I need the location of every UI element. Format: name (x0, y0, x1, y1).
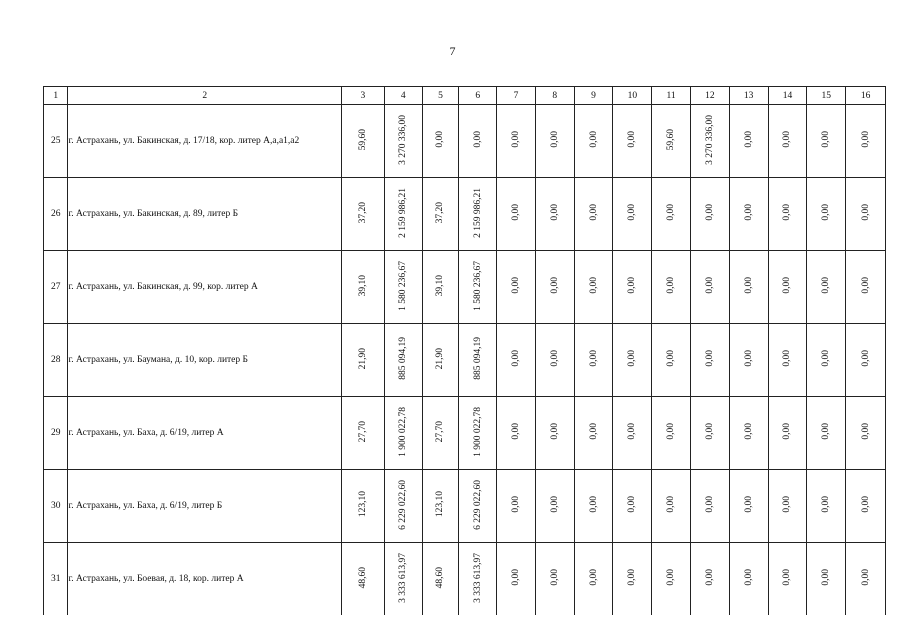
value-text: 0,00 (510, 204, 521, 221)
value-text: 0,00 (627, 131, 638, 148)
value-cell (729, 178, 768, 251)
value-text: 0,00 (510, 277, 521, 294)
value-text: 0,00 (435, 131, 446, 148)
value-text: 0,00 (743, 496, 754, 513)
value-cell (691, 178, 730, 251)
value-text: 21,90 (357, 347, 368, 370)
value-cell (613, 178, 652, 251)
value-cell (384, 543, 422, 616)
value-text: 21,90 (435, 347, 446, 370)
value-text: 0,00 (666, 423, 677, 440)
value-text: 0,00 (743, 204, 754, 221)
value-text: 0,00 (782, 423, 793, 440)
value-cell (459, 470, 497, 543)
row-number: 29 (44, 397, 68, 470)
column-header-1: 1 (44, 87, 68, 105)
address-cell: г. Астрахань, ул. Баха, д. 6/19, литер Б (68, 470, 342, 543)
value-cell (342, 543, 385, 616)
value-cell (497, 324, 536, 397)
value-text: 1 580 236,67 (472, 260, 483, 311)
value-cell (846, 251, 886, 324)
value-cell (691, 105, 730, 178)
table-row (44, 470, 886, 543)
value-text: 0,00 (704, 569, 715, 586)
value-text: 0,00 (588, 131, 599, 148)
value-cell (807, 178, 846, 251)
value-cell (342, 105, 385, 178)
value-text: 0,00 (510, 131, 521, 148)
value-text: 0,00 (743, 569, 754, 586)
value-cell (535, 251, 574, 324)
value-text: 0,00 (588, 350, 599, 367)
value-text: 59,60 (357, 128, 368, 151)
value-cell (613, 324, 652, 397)
value-cell (729, 543, 768, 616)
value-text: 0,00 (743, 350, 754, 367)
value-cell (497, 397, 536, 470)
value-cell (846, 105, 886, 178)
value-text: 0,00 (860, 569, 871, 586)
value-text: 0,00 (821, 204, 832, 221)
value-cell (613, 470, 652, 543)
value-cell (497, 251, 536, 324)
value-text: 0,00 (860, 204, 871, 221)
value-cell (384, 470, 422, 543)
value-cell (459, 251, 497, 324)
column-header-7: 7 (497, 87, 536, 105)
value-cell (497, 105, 536, 178)
value-text: 0,00 (627, 423, 638, 440)
value-cell (342, 251, 385, 324)
address-cell: г. Астрахань, ул. Бакинская, д. 99, кор. литер А (68, 251, 342, 324)
value-text: 0,00 (860, 423, 871, 440)
table-row (44, 324, 886, 397)
column-header-6: 6 (459, 87, 497, 105)
value-text: 3 270 336,00 (398, 114, 409, 165)
value-text: 0,00 (782, 569, 793, 586)
value-cell (459, 324, 497, 397)
value-cell (459, 397, 497, 470)
value-text: 0,00 (472, 131, 483, 148)
value-text: 0,00 (782, 350, 793, 367)
page-number: 7 (449, 44, 456, 58)
value-text: 1 580 236,67 (398, 260, 409, 311)
table-row (44, 105, 886, 178)
value-cell (768, 251, 807, 324)
column-header-2: 2 (68, 87, 342, 105)
value-cell (535, 178, 574, 251)
value-cell (652, 178, 691, 251)
value-cell (342, 397, 385, 470)
value-cell (422, 470, 459, 543)
value-cell (535, 470, 574, 543)
value-cell (613, 543, 652, 616)
value-text: 0,00 (588, 496, 599, 513)
value-cell (652, 324, 691, 397)
value-cell (384, 251, 422, 324)
registry-table (43, 86, 886, 615)
value-cell (652, 105, 691, 178)
column-header-10: 10 (613, 87, 652, 105)
value-cell (497, 470, 536, 543)
value-cell (384, 324, 422, 397)
value-text: 0,00 (821, 277, 832, 294)
value-cell (768, 105, 807, 178)
column-header-9: 9 (574, 87, 613, 105)
value-cell (691, 470, 730, 543)
value-text: 0,00 (549, 569, 560, 586)
value-cell (768, 178, 807, 251)
value-cell (729, 105, 768, 178)
value-cell (384, 105, 422, 178)
value-cell (574, 543, 613, 616)
column-header-3: 3 (342, 87, 385, 105)
value-text: 0,00 (704, 423, 715, 440)
value-cell (574, 178, 613, 251)
value-cell (535, 543, 574, 616)
value-text: 0,00 (549, 423, 560, 440)
value-cell (691, 543, 730, 616)
value-text: 0,00 (860, 496, 871, 513)
value-cell (729, 470, 768, 543)
value-cell (459, 105, 497, 178)
row-number: 31 (44, 543, 68, 616)
value-text: 0,00 (588, 204, 599, 221)
table-row (44, 251, 886, 324)
value-text: 0,00 (743, 277, 754, 294)
value-cell (535, 397, 574, 470)
value-text: 0,00 (821, 423, 832, 440)
value-cell (729, 397, 768, 470)
value-cell (807, 324, 846, 397)
row-number: 26 (44, 178, 68, 251)
value-cell (422, 105, 459, 178)
value-text: 123,10 (435, 491, 446, 518)
value-cell (768, 470, 807, 543)
value-text: 0,00 (743, 131, 754, 148)
value-text: 0,00 (588, 423, 599, 440)
value-text: 0,00 (510, 569, 521, 586)
value-cell (729, 324, 768, 397)
value-text: 0,00 (743, 423, 754, 440)
value-text: 37,20 (357, 201, 368, 224)
address-cell: г. Астрахань, ул. Бакинская, д. 17/18, кор. литер А,а,а1,а2 (68, 105, 342, 178)
column-header-11: 11 (652, 87, 691, 105)
value-text: 6 229 022,60 (398, 479, 409, 530)
value-text: 0,00 (860, 350, 871, 367)
value-text: 59,60 (666, 128, 677, 151)
value-cell (497, 543, 536, 616)
value-cell (768, 543, 807, 616)
value-text: 0,00 (549, 131, 560, 148)
value-cell (422, 324, 459, 397)
value-cell (652, 251, 691, 324)
column-header-16: 16 (846, 87, 886, 105)
column-header-5: 5 (422, 87, 459, 105)
value-cell (574, 251, 613, 324)
value-cell (384, 397, 422, 470)
value-text: 0,00 (627, 277, 638, 294)
value-text: 0,00 (510, 350, 521, 367)
row-number: 28 (44, 324, 68, 397)
value-text: 123,10 (357, 491, 368, 518)
value-cell (652, 397, 691, 470)
table-row (44, 397, 886, 470)
value-text: 0,00 (549, 350, 560, 367)
value-cell (807, 470, 846, 543)
value-cell (807, 397, 846, 470)
value-text: 0,00 (666, 204, 677, 221)
value-text: 48,60 (435, 566, 446, 589)
address-cell: г. Астрахань, ул. Бакинская, д. 89, литер Б (68, 178, 342, 251)
value-text: 0,00 (704, 496, 715, 513)
value-cell (691, 397, 730, 470)
row-number: 27 (44, 251, 68, 324)
value-text: 885 094,19 (472, 337, 483, 380)
value-text: 0,00 (821, 496, 832, 513)
value-text: 0,00 (821, 131, 832, 148)
value-cell (768, 324, 807, 397)
value-text: 0,00 (666, 569, 677, 586)
value-text: 0,00 (549, 277, 560, 294)
value-cell (422, 251, 459, 324)
value-text: 0,00 (627, 350, 638, 367)
value-cell (691, 251, 730, 324)
address-cell: г. Астрахань, ул. Баха, д. 6/19, литер А (68, 397, 342, 470)
table-row (44, 543, 886, 616)
value-text: 0,00 (549, 496, 560, 513)
table-row (44, 178, 886, 251)
value-text: 0,00 (627, 204, 638, 221)
value-text: 0,00 (588, 277, 599, 294)
value-cell (535, 105, 574, 178)
value-cell (652, 470, 691, 543)
value-cell (729, 251, 768, 324)
value-cell (846, 397, 886, 470)
value-cell (422, 543, 459, 616)
value-text: 39,10 (357, 274, 368, 297)
value-text: 0,00 (627, 496, 638, 513)
value-text: 48,60 (357, 566, 368, 589)
value-text: 2 159 986,21 (472, 187, 483, 238)
value-cell (342, 178, 385, 251)
value-cell (422, 397, 459, 470)
column-header-15: 15 (807, 87, 846, 105)
value-text: 27,70 (435, 420, 446, 443)
value-text: 0,00 (821, 569, 832, 586)
header-row (44, 87, 886, 105)
value-cell (846, 470, 886, 543)
value-cell (459, 543, 497, 616)
value-cell (846, 324, 886, 397)
value-cell (574, 397, 613, 470)
value-text: 39,10 (435, 274, 446, 297)
column-header-12: 12 (691, 87, 730, 105)
value-text: 27,70 (357, 420, 368, 443)
value-cell (846, 178, 886, 251)
value-text: 0,00 (704, 350, 715, 367)
value-cell (574, 470, 613, 543)
value-text: 0,00 (704, 277, 715, 294)
value-text: 0,00 (666, 496, 677, 513)
value-cell (342, 324, 385, 397)
value-text: 0,00 (704, 204, 715, 221)
column-header-13: 13 (729, 87, 768, 105)
value-text: 2 159 986,21 (398, 187, 409, 238)
row-number: 25 (44, 105, 68, 178)
column-header-14: 14 (768, 87, 807, 105)
value-cell (691, 324, 730, 397)
value-text: 3 333 613,97 (472, 552, 483, 603)
value-text: 3 333 613,97 (398, 552, 409, 603)
value-text: 0,00 (821, 350, 832, 367)
value-text: 0,00 (860, 131, 871, 148)
value-cell (613, 105, 652, 178)
value-cell (459, 178, 497, 251)
column-header-4: 4 (384, 87, 422, 105)
value-text: 0,00 (782, 131, 793, 148)
value-cell (422, 178, 459, 251)
value-text: 6 229 022,60 (472, 479, 483, 530)
value-cell (807, 105, 846, 178)
value-text: 885 094,19 (398, 337, 409, 380)
value-text: 0,00 (782, 496, 793, 513)
value-text: 0,00 (627, 569, 638, 586)
value-cell (574, 324, 613, 397)
value-cell (497, 178, 536, 251)
value-text: 0,00 (860, 277, 871, 294)
value-text: 0,00 (510, 496, 521, 513)
value-text: 0,00 (588, 569, 599, 586)
value-cell (846, 543, 886, 616)
value-text: 0,00 (510, 423, 521, 440)
value-cell (342, 470, 385, 543)
value-text: 3 270 336,00 (704, 114, 715, 165)
value-text: 0,00 (666, 277, 677, 294)
value-text: 0,00 (782, 204, 793, 221)
value-text: 0,00 (666, 350, 677, 367)
value-cell (768, 397, 807, 470)
value-text: 37,20 (435, 201, 446, 224)
value-text: 1 900 022,78 (472, 406, 483, 457)
value-cell (807, 251, 846, 324)
value-text: 0,00 (549, 204, 560, 221)
row-number: 30 (44, 470, 68, 543)
address-cell: г. Астрахань, ул. Боевая, д. 18, кор. литер А (68, 543, 342, 616)
value-text: 0,00 (782, 277, 793, 294)
value-cell (384, 178, 422, 251)
value-cell (535, 324, 574, 397)
column-header-8: 8 (535, 87, 574, 105)
value-cell (613, 397, 652, 470)
address-cell: г. Астрахань, ул. Баумана, д. 10, кор. литер Б (68, 324, 342, 397)
value-cell (652, 543, 691, 616)
value-cell (807, 543, 846, 616)
value-cell (574, 105, 613, 178)
value-cell (613, 251, 652, 324)
value-text: 1 900 022,78 (398, 406, 409, 457)
